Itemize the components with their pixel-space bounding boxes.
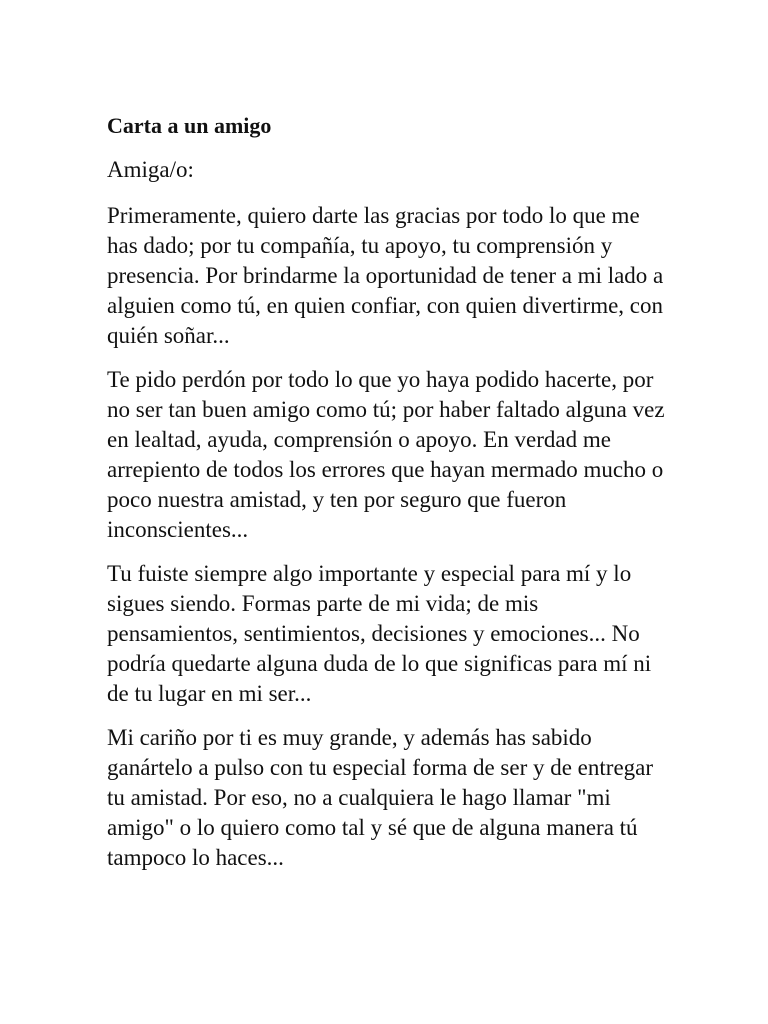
paragraph-4: Mi cariño por ti es muy grande, y además has sabido ganártelo a pulso con tu especial forma de ser y de entregar tu amistad. Por eso, no a cualquiera le hago llamar "mi amigo" o lo quiero como tal y sé que de alguna manera tú tampoco lo haces... [107, 725, 654, 870]
paragraph-3: Tu fuiste siempre algo importante y especial para mí y lo sigues siendo. Formas parte de mi vida; de mis pensamientos, sentimientos, decisiones y emociones... No podría quedarte alguna duda de lo que significas para mí ni de tu lugar en mi ser... [107, 561, 652, 706]
paragraph-2: Te pido perdón por todo lo que yo haya podido hacerte, por no ser tan buen amigo como tú; por haber faltado alguna vez en lealtad, ayuda, comprensión o apoyo. En verdad me arrepiento de todos los errores que hayan mermado mucho o poco nuestra amistad, y ten por seguro que fueron inconscientes... [107, 367, 665, 542]
paragraph-1: Primeramente, quiero darte las gracias por todo lo que me has dado; por tu compañía, tu apoyo, tu comprensión y presencia. Por brindarme la oportunidad de tener a mi lado a alguien como tú, en quien confiar, con quien divertirme, con quién soñar... [107, 203, 664, 348]
document-title: Carta a un amigo [107, 113, 272, 138]
document-page [107, 111, 667, 887]
greeting: Amiga/o: [107, 157, 194, 182]
